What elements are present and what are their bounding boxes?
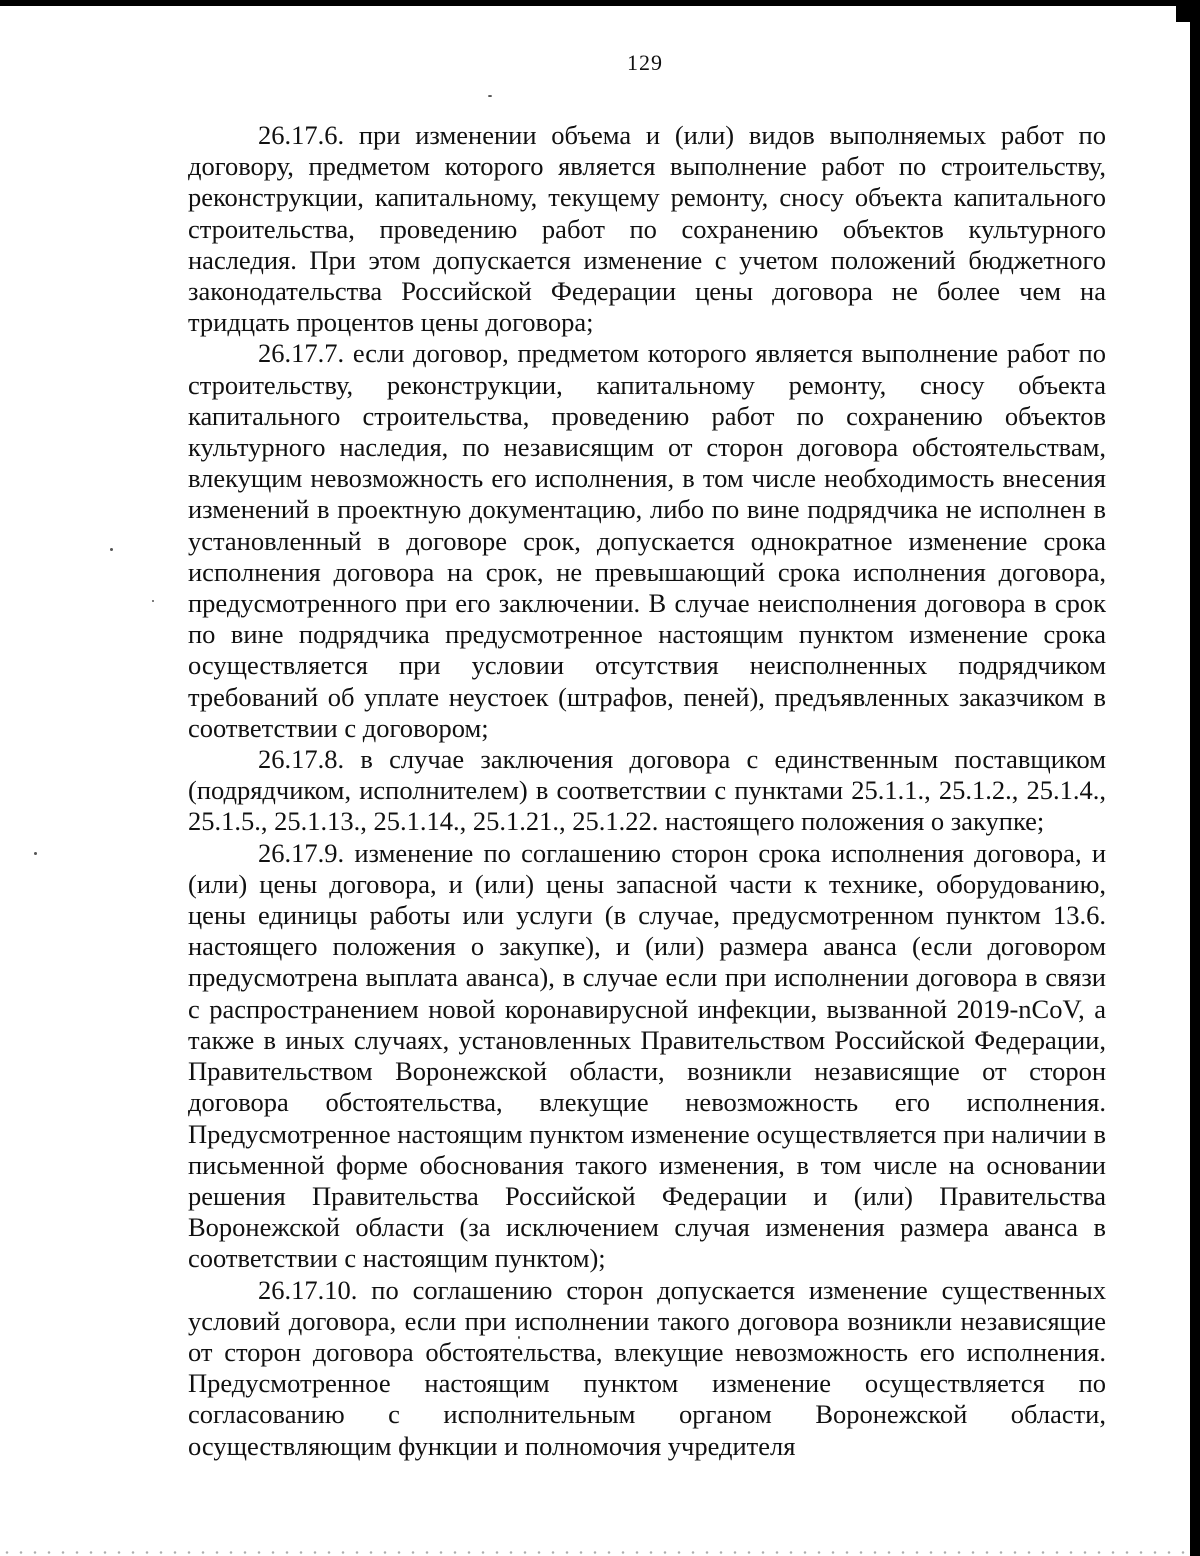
scan-border-right <box>1190 0 1200 1556</box>
clause-26-17-9: 26.17.9. изменение по соглашению сторон срока исполнения договора, и (или) цены договора, и (или) цены запасной части к технике, оборудованию, цены единицы работы или услуги (в случае, предусмотренном пунктом 13.6. настоящего положения о закупке), и (или) размера аванса (если договором предусмотрена выплата аванса), в случае если при исполнении договора в связи с распространением новой коронавирусной инфекции, вызванной 2019-nCoV, а также в иных случаях, установленных Правительством Российской Федерации, Правительством Воронежской области, возникли независящие от сторон договора обстоятельства, влекущие невозможность его исполнения. Предусмотренное настоящим пунктом изменение осуществляется при наличии в письменной форме обоснования такого изменения, в том числе на основании решения Правительства Российской Федерации и (или) Правительства Воронежской области (за исключением случая изменения размера аванса в соответствии с настоящим пунктом); <box>188 837 1106 1274</box>
page-number: 129 <box>627 50 663 75</box>
scan-border-top <box>0 0 1200 6</box>
scan-speck <box>488 95 492 97</box>
clause-26-17-7: 26.17.7. если договор, предметом которого является выполнение работ по строительству, реконструкции, капитальному ремонту, сносу объекта капитального строительства, проведению работ по сохранению объектов культурного наследия, по независящим от сторон договора обстоятельствам, влекущим невозможность его исполнения, в том числе необходимость внесения изменений в проектную документацию, либо по вине подрядчика не исполнен в установленный в договоре срок, допускается однократное изменение срока исполнения договора на срок, не превышающий срока исполнения договора, предусмотренного при его заключении. В случае неисполнения договора в срок по вине подрядчика предусмотренное настоящим пунктом изменение срока осуществляется при условии отсутствия неисполненных подрядчиком требований об уплате неустоек (штрафов, пеней), предъявленных заказчиком в соответствии с договором; <box>188 338 1106 743</box>
scan-speck <box>34 852 37 855</box>
scan-speck <box>152 600 154 602</box>
clause-26-17-10: 26.17.10. по соглашению сторон допускается изменение существенных условий договора, если при исполнении такого договора возникли независящие от сторон договора обстоятельства, влекущие невозможность его исполнения. Предусмотренное настоящим пунктом изменение осуществляется по согласованию с исполнительным органом Воронежской области, осуществляющим функции и полномочия учредителя <box>188 1274 1106 1461</box>
clause-26-17-6: 26.17.6. при изменении объема и (или) видов выполняемых работ по договору, предметом которого является выполнение работ по строительству, реконструкции, капитальному, текущему ремонту, сносу объекта капитального строительства, проведению работ по сохранению объектов культурного наследия. При этом допускается изменение с учетом положений бюджетного законодательства Российской Федерации цены договора не более чем на тридцать процентов цены договора; <box>188 120 1106 338</box>
scan-speck <box>110 548 113 551</box>
document-body <box>188 120 1106 1462</box>
scan-noise-bottom <box>0 1551 1190 1554</box>
scan-corner-mark <box>1176 0 1190 22</box>
clause-26-17-8: 26.17.8. в случае заключения договора с единственным поставщиком (подрядчиком, исполнителем) в соответствии с пунктами 25.1.1., 25.1.2., 25.1.4., 25.1.5., 25.1.13., 25.1.14., 25.1.21., 25.1.22. настоящего положения о закупке; <box>188 744 1106 837</box>
